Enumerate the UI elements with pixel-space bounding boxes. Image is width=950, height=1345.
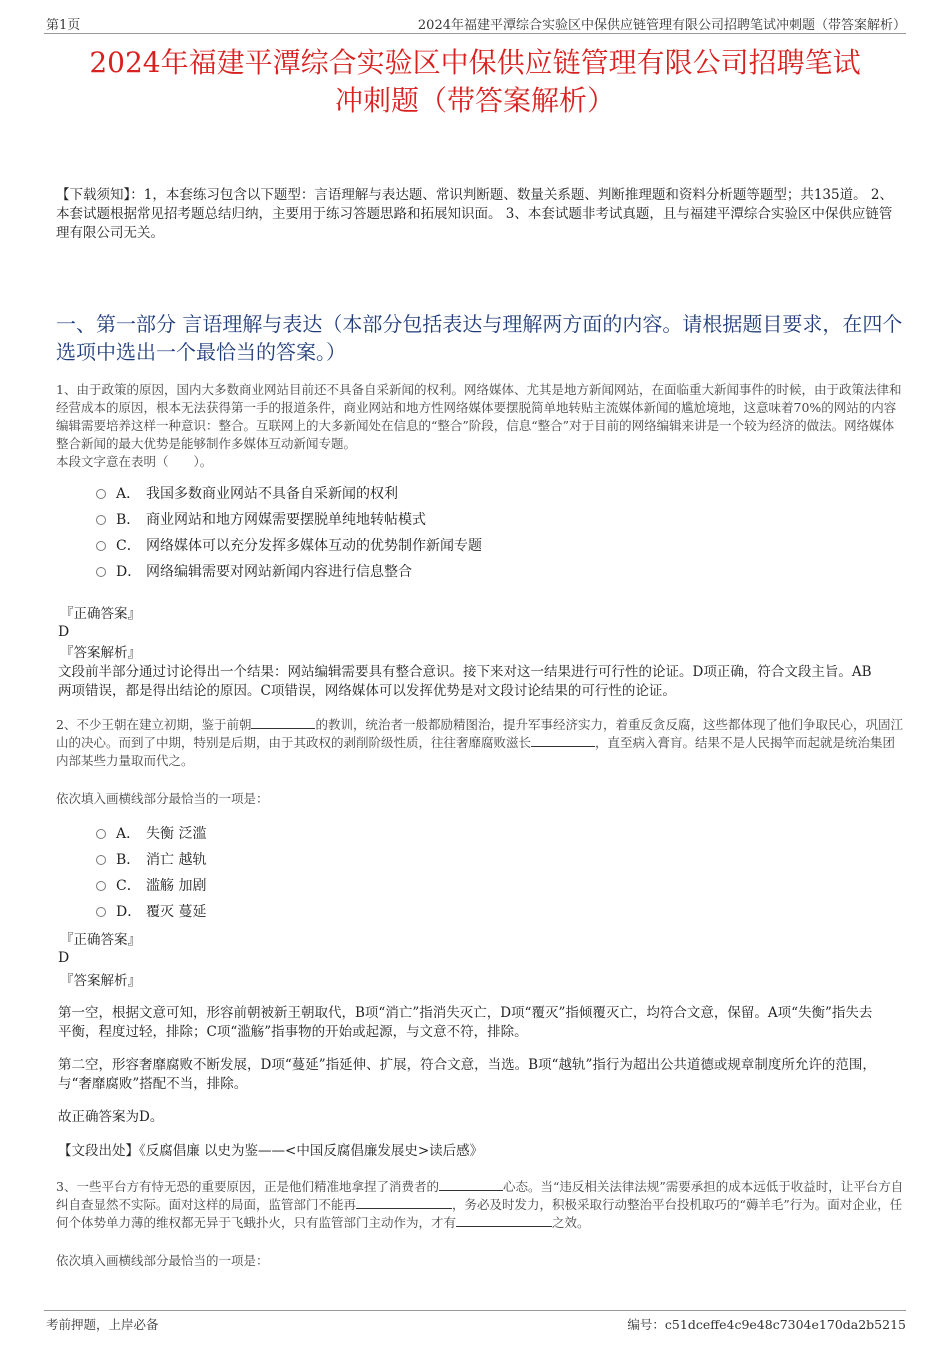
q1-option-d-letter: D． (116, 564, 142, 580)
q1-option-d[interactable] (96, 561, 412, 583)
blank-line (439, 1178, 503, 1191)
blank-line (531, 734, 595, 747)
q2-option-c[interactable] (96, 875, 206, 897)
q2-analysis-p1: 第一空，根据文意可知，形容前朝被新王朝取代，B项“消亡”指消失灭亡，D项“覆灭”指倾覆灭亡，均符合文意，保留。A项“失衡”指失去平衡，程度过轻，排除；C项“滥觞”指事物的开始或起源，与文意不符，排除。 (58, 1005, 873, 1040)
q1-answer: D (58, 624, 70, 640)
q2-prompt: 依次填入画横线部分最恰当的一项是： (56, 791, 269, 806)
footer-slogan: 考前押题，上岸必备 (46, 1317, 159, 1332)
q2-analysis-p2: 第二空，形容奢靡腐败不断发展，D项“蔓延”指延伸、扩展，符合文意，当选。B项“越轨”指行为超出公共道德或规章制度所允许的范围，与“奢靡腐败”搭配不当，排除。 (58, 1057, 876, 1092)
radio-icon[interactable] (96, 489, 106, 499)
q1-stem (56, 381, 904, 471)
q1-analysis-label: 『答案解析』 (60, 645, 141, 661)
blank-line (251, 716, 315, 729)
q1-correct-answer-label: 『正确答案』 (60, 606, 141, 622)
footer-divider (44, 1310, 906, 1311)
q2-stem-part2: 的教训，统治者一般都励精图治，提升军事经济实力，着重反贪反腐，这些都体现了他们争取民心，巩固江山的决心。而到了中期，特别是后期，由于其政权的剥削阶级性质，往往奢靡腐败滋长 (56, 717, 903, 750)
q1-prompt: 本段文字意在表明（ ）。 (56, 454, 213, 469)
q1-analysis: 文段前半部分通过讨论得出一个结果：网站编辑需要具有整合意识。接下来对这一结果进行可行性的论证。D项正确，符合文段主旨。AB两项错误，都是得出结论的原因。C项错误，网络媒体可以发挥优势是对文段讨论结果的可行性的论证。 (58, 664, 872, 699)
download-notice: 【下载须知】：1，本套练习包含以下题型：言语理解与表达题、常识判断题、数量关系题、判断推理题和资料分析题等题型；共135道。 2、本套试题根据常见招考题总结归纳，主要用于练习答题思路和拓展知识面。 3、本套试题非考试真题，且与福建平潭综合实验区中保供应链管理有限公司无关。 (56, 187, 893, 241)
q1-option-c-text: 网络媒体可以充分发挥多媒体互动的优势制作新闻专题 (146, 538, 482, 554)
radio-icon[interactable] (96, 881, 106, 891)
q1-option-a-text: 我国多数商业网站不具备自采新闻的权利 (146, 486, 398, 502)
q2-option-c-letter: C． (116, 878, 141, 894)
q2-stem (56, 716, 904, 770)
section-heading: 一、第一部分 言语理解与表达（本部分包括表达与理解两方面的内容。请根据题目要求，在四个选项中选出一个最恰当的答案。） (56, 312, 903, 364)
q2-option-b-text: 消亡 越轨 (146, 852, 207, 868)
q2-option-c-text: 滥觞 加剧 (146, 878, 207, 894)
page-title-line2: 冲刺题（带答案解析） (334, 84, 615, 117)
radio-icon[interactable] (96, 829, 106, 839)
q1-option-a[interactable] (96, 483, 398, 505)
q2-option-d-letter: D． (116, 904, 142, 920)
q1-option-d-text: 网络编辑需要对网站新闻内容进行信息整合 (146, 564, 412, 580)
q2-option-a-text: 失衡 泛滥 (146, 826, 207, 842)
q2-stem-part3: ，直至病入膏肓。结果不是人民揭竿而起就是统治集团内部某些力量取而代之。 (56, 735, 896, 768)
q1-option-c-letter: C． (116, 538, 141, 554)
q3-stem-part4: 之效。 (552, 1215, 590, 1230)
q3-stem-part3: ，务必及时发力，积极采取行动整治平台投机取巧的“薅羊毛”行为。面对企业，任何个体势单力薄的维权都无异于飞蛾扑火，只有监管部门主动作为，才有 (56, 1197, 903, 1230)
q2-answer: D (58, 950, 70, 966)
q1-option-c[interactable] (96, 535, 482, 557)
q1-option-a-letter: A． (116, 486, 141, 502)
footer-doc-id: 编号：c51dceffe4c9e48c7304e170da2b5215 (627, 1317, 906, 1332)
page-title (40, 44, 910, 120)
q2-option-b-letter: B． (116, 852, 141, 868)
blank-line (456, 1214, 552, 1227)
q2-correct-answer-label: 『正确答案』 (60, 932, 141, 948)
radio-icon[interactable] (96, 855, 106, 865)
q3-stem-part2: 心态。当“违反相关法律法规”需要承担的成本远低于收益时，让平台方自纠自查显然不实际。面对这样的局面，监管部门不能再 (56, 1179, 904, 1212)
header-doc-title: 2024年福建平潭综合实验区中保供应链管理有限公司招聘笔试冲刺题（带答案解析） (417, 18, 906, 33)
q2-source: 【文段出处】《反腐倡廉 以史为鉴——<中国反腐倡廉发展史>读后感》 (58, 1143, 484, 1159)
radio-icon[interactable] (96, 541, 106, 551)
page-title-line1: 2024年福建平潭综合实验区中保供应链管理有限公司招聘笔试 (89, 46, 861, 79)
q1-option-b-text: 商业网站和地方网媒需要摆脱单纯地转帖模式 (146, 512, 426, 528)
q2-analysis-p3: 故正确答案为D。 (58, 1109, 164, 1125)
q2-option-b[interactable] (96, 849, 206, 871)
page-number: 第1页 (46, 18, 81, 33)
header-divider (44, 33, 906, 34)
q1-option-b-letter: B． (116, 512, 141, 528)
q2-option-a[interactable] (96, 823, 206, 845)
q2-option-d-text: 覆灭 蔓延 (146, 904, 207, 920)
q1-stem-text: 1、由于政策的原因，国内大多数商业网站目前还不具备自采新闻的权利。网络媒体、尤其是地方新闻网站，在面临重大新闻事件的时候，由于政策法律和经营成本的原因，根本无法获得第一手的报道条件，商业网站和地方性网络媒体要摆脱简单地转贴主流媒体新闻的尴尬境地，这意味着70%的网站的内容编辑需要培养这样一种意识：整合。互联网上的大多新闻处在信息的“整合”阶段，信息“整合”对于目前的网络编辑来讲是一个较为经济的做法。网络媒体整合新闻的最大优势是能够制作多媒体互动新闻专题。 (56, 382, 902, 451)
q2-stem-part1: 2、不少王朝在建立初期，鉴于前朝 (56, 717, 252, 732)
q2-option-a-letter: A． (116, 826, 141, 842)
q3-stem-part1: 3、一些平台方有恃无恐的重要原因，正是他们精准地拿捏了消费者的 (56, 1179, 439, 1194)
radio-icon[interactable] (96, 907, 106, 917)
radio-icon[interactable] (96, 515, 106, 525)
blank-line (356, 1196, 452, 1209)
q3-prompt: 依次填入画横线部分最恰当的一项是： (56, 1253, 269, 1268)
q2-option-d[interactable] (96, 901, 206, 923)
q3-stem (56, 1178, 904, 1232)
q1-option-b[interactable] (96, 509, 426, 531)
radio-icon[interactable] (96, 567, 106, 577)
q2-analysis-label: 『答案解析』 (60, 973, 141, 989)
